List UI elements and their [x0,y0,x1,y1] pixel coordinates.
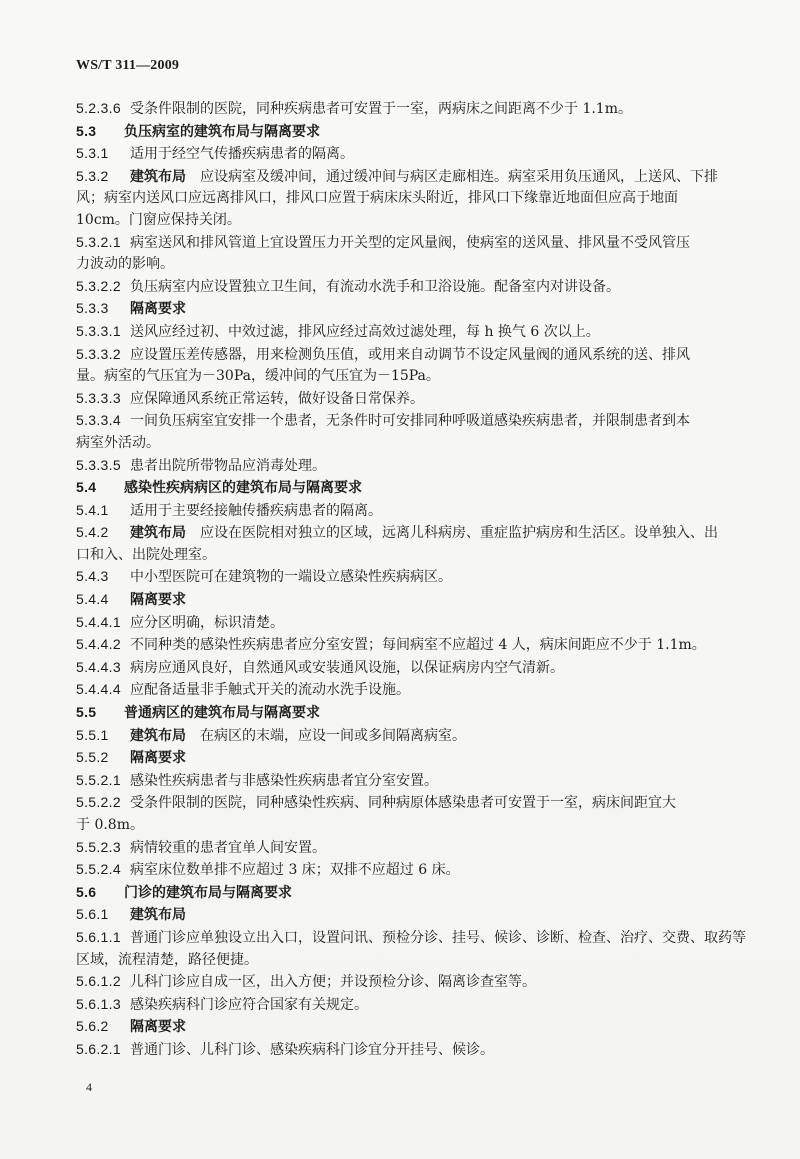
document-line [76,232,736,255]
clause-heading: 建筑布局 [130,168,186,185]
document-line [76,321,736,344]
section-heading: 负压病室的建筑布局与隔离要求 [124,123,320,140]
section-number: 5.4.3 [76,568,109,585]
section-heading: 隔离要求 [130,592,186,609]
clause-text: 10cm。门窗应保持关闭。 [76,211,241,228]
clause-text: 区域，流程清楚，路径便捷。 [76,951,258,968]
document-line [76,455,736,478]
clause-text: 受条件限制的医院，同种感染性疾病、同种病原体感染患者可安置于一室，病床间距宜大 [130,795,676,812]
clause-heading: 建筑布局 [130,525,186,542]
clause-text: 病情较重的患者宜单人间安置。 [130,839,326,856]
clause-text: 患者出院所带物品应消毒处理。 [130,457,326,474]
clause-text: 受条件限制的医院，同种疾病患者可安置于一室，两病床之间距离不少于 1.1m。 [130,101,632,117]
document-line [76,121,736,144]
document-line [76,792,736,815]
document-line [76,366,736,388]
document-line [76,725,736,748]
document-line [76,859,736,882]
clause-text: 力波动的影响。 [76,256,174,273]
document-line [76,882,736,905]
clause-heading: 建筑布局 [130,727,186,744]
section-number: 5.4.4.1 [76,613,121,630]
clause-text: 于 0.8m。 [76,817,144,833]
document-line [76,950,736,972]
section-number: 5.4.2 [76,524,109,541]
document-line [76,994,736,1017]
section-number: 5.5 [76,704,97,721]
page-number: 4 [86,1080,92,1094]
document-line [76,98,736,121]
document-line [76,815,736,837]
document-line [76,679,736,702]
section-number: 5.5.2.2 [76,794,121,811]
document-line [76,410,736,433]
clause-text: 量。病室的气压宜为－30Pa，缓冲间的气压宜为－15Pa。 [76,368,440,385]
clause-text: 应配备适量非手触式开关的流动水洗手设施。 [130,682,410,699]
document-line [76,545,736,567]
section-heading: 隔离要求 [130,1019,186,1036]
section-number: 5.3.3.5 [76,456,121,473]
clause-text: 儿科门诊应自成一区，出入方便；并设预检分诊、隔离诊查室等。 [130,974,536,991]
section-number: 5.4.4 [76,591,109,608]
document-line [76,904,736,927]
document-line [76,188,736,210]
document-line [76,837,736,860]
section-number: 5.6.1 [76,906,109,923]
section-number: 5.5.2.4 [76,861,121,878]
document-line [76,927,746,950]
section-number: 5.3.3.4 [76,412,121,429]
document-line [76,254,736,276]
section-number: 5.3.1 [76,145,109,162]
clause-text: 适用于主要经接触传播疾病患者的隔离。 [130,502,382,519]
document-line [76,971,736,994]
section-number: 5.3 [76,122,97,139]
clause-text: 应设在医院相对独立的区域，远离儿科病房、重症监护病房和生活区。设单独入、出 [186,525,718,542]
document-line [76,388,736,411]
section-number: 5.6.1.2 [76,973,121,990]
document-line [76,276,736,299]
clause-text: 应设病室及缓冲间，通过缓冲间与病区走廊相连。病室采用负压通风，上送风、下排 [186,168,718,185]
clause-text: 感染疾病科门诊应符合国家有关规定。 [130,996,368,1013]
document-line [76,747,736,770]
section-number: 5.6.2 [76,1018,109,1035]
section-number: 5.2.3.6 [76,100,121,116]
section-number: 5.4 [76,479,97,496]
section-number: 5.3.3 [76,300,109,317]
clause-text: 普通门诊应单独设立出入口，设置问讯、预检分诊、挂号、候诊、诊断、检查、治疗、交费、取药等 [130,929,746,946]
section-heading: 隔离要求 [130,750,186,767]
section-number: 5.3.3.3 [76,389,121,406]
document-line [76,612,736,635]
clause-text: 风；病室内送风口应远离排风口，排风口应置于病床床头附近，排风口下缘靠近地面但应高于地面 [76,190,678,207]
document-body [76,98,746,1062]
section-number: 5.3.3.1 [76,322,121,339]
document-line [76,770,736,793]
clause-text: 感染性疾病患者与非感染性疾病患者宜分室安置。 [130,772,438,789]
standard-code-header: WS/T 311—2009 [76,58,180,73]
document-line [76,522,736,545]
document-line [76,566,736,589]
clause-text: 口和入、出院处理室。 [76,546,216,563]
clause-text: 病室外活动。 [76,434,160,451]
section-number: 5.5.2.3 [76,838,121,855]
section-number: 5.3.2 [76,167,109,184]
section-heading: 普通病区的建筑布局与隔离要求 [124,705,320,722]
section-number: 5.4.4.4 [76,681,121,698]
section-number: 5.3.3.2 [76,345,121,362]
clause-text: 适用于经空气传播疾病患者的隔离。 [130,146,354,163]
document-line [76,1039,736,1062]
clause-text: 一间负压病室宜安排一个患者，无条件时可安排同种呼吸道感染疾病患者，并限制患者到本 [130,413,690,430]
section-number: 5.5.2.1 [76,771,121,788]
section-number: 5.4.4.3 [76,658,121,675]
clause-text: 病室床位数单排不应超过 3 床；双排不应超过 6 床。 [130,862,460,879]
document-line [76,634,736,657]
document-line [76,589,736,612]
clause-text: 普通门诊、儿科门诊、感染疾病科门诊宜分开挂号、候诊。 [130,1041,494,1058]
section-number: 5.3.2.1 [76,233,121,250]
document-line [76,657,736,680]
section-number: 5.6.1.3 [76,995,121,1012]
section-number: 5.6 [76,883,97,900]
clause-text: 不同种类的感染性疾病患者应分室安置；每间病室不应超过 4 人，病床间距应不少于 1.1m。 [130,637,706,654]
section-heading: 感染性疾病病区的建筑布局与隔离要求 [124,480,362,497]
document-line [76,500,736,523]
section-number: 5.6.2.1 [76,1040,121,1057]
section-number: 5.4.4.2 [76,636,121,653]
clause-text: 病房应通风良好，自然通风或安装通风设施，以保证病房内空气清新。 [130,659,564,676]
clause-text: 中小型医院可在建筑物的一端设立感染性疾病病区。 [130,569,452,586]
document-line [76,143,736,166]
clause-text: 在病区的末端，应设一间或多间隔离病室。 [186,727,466,744]
clause-text: 负压病室内应设置独立卫生间，有流动水洗手和卫浴设施。配备室内对讲设备。 [130,278,620,295]
clause-text: 送风应经过初、中效过滤，排风应经过高效过滤处理，每 h 换气 6 次以上。 [130,323,600,340]
section-number: 5.3.2.2 [76,277,121,294]
section-number: 5.5.2 [76,749,109,766]
document-line [76,298,736,321]
section-number: 5.6.1.1 [76,928,121,945]
document-line [76,433,736,455]
section-heading: 建筑布局 [130,907,186,924]
section-number: 5.4.1 [76,501,109,518]
document-line [76,210,736,232]
clause-text: 病室送风和排风管道上宜设置压力开关型的定风量阀，使病室的送风量、排风量不受风管压 [130,234,690,251]
clause-text: 应分区明确，标识清楚。 [130,614,284,631]
document-line [76,1016,736,1039]
clause-text: 应保障通风系统正常运转，做好设备日常保养。 [130,390,424,407]
section-heading: 隔离要求 [130,301,186,318]
document-line [76,344,736,367]
document-line [76,477,736,500]
document-line [76,702,736,725]
section-heading: 门诊的建筑布局与隔离要求 [124,884,292,901]
clause-text: 应设置压差传感器，用来检测负压值，或用来自动调节不设定风量阀的通风系统的送、排风 [130,346,690,363]
document-line [76,166,736,189]
section-number: 5.5.1 [76,726,109,743]
